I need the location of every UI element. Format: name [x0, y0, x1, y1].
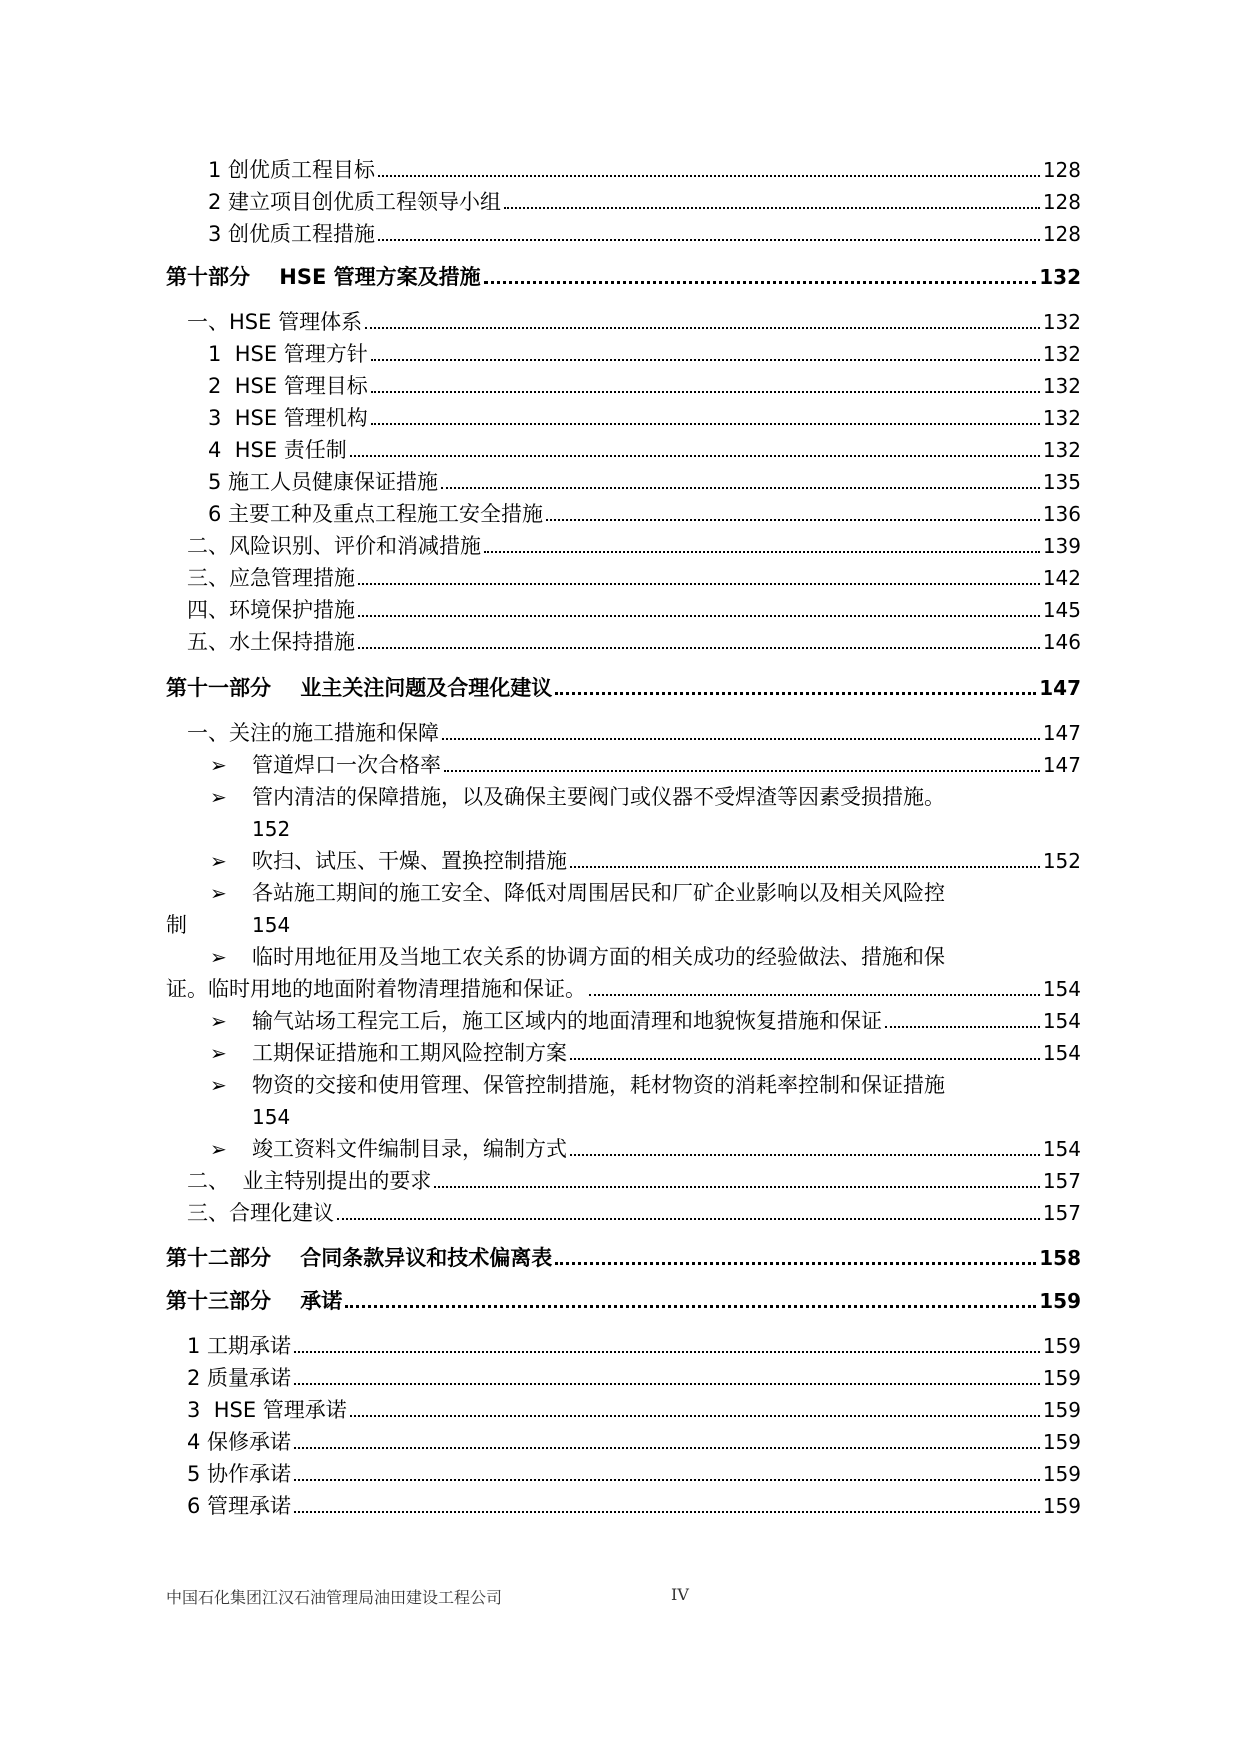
- dot-leader: [378, 239, 1040, 241]
- toc-entry-continued: [166, 974, 1081, 1004]
- toc-entry[interactable]: [187, 1427, 1081, 1457]
- toc-entry-page: 128: [1042, 190, 1081, 214]
- toc-entry[interactable]: [208, 499, 1081, 529]
- toc-entry-label: 6 管理承诺: [187, 1494, 292, 1518]
- toc-entry-page: 159: [1042, 1334, 1081, 1358]
- dot-leader: [434, 1186, 1039, 1188]
- toc-entry-label[interactable]: 物资的交接和使用管理、保管控制措施，耗材物资的消耗率控制和保证措施: [252, 1073, 945, 1097]
- toc-entry-label: 四、环境保护措施: [187, 598, 355, 622]
- toc-entry-label: 2 质量承诺: [187, 1366, 292, 1390]
- toc-entry-label: 竣工资料文件编制目录，编制方式: [252, 1137, 567, 1161]
- dot-leader: [337, 1218, 1040, 1220]
- toc-entry[interactable]: [187, 563, 1081, 593]
- toc-entry-page: 154: [252, 1105, 291, 1129]
- dot-leader: [555, 692, 1036, 695]
- toc-entry[interactable]: [208, 155, 1081, 185]
- dot-leader: [350, 1415, 1040, 1417]
- dot-leader: [444, 770, 1040, 772]
- dot-leader: [358, 583, 1040, 585]
- toc-entry-label: 5 施工人员健康保证措施: [208, 470, 439, 494]
- toc-entry[interactable]: [187, 1331, 1081, 1361]
- arrow-bullet-icon: ➢: [210, 1137, 227, 1161]
- toc-entry-label: 二、 业主特别提出的要求: [187, 1169, 432, 1193]
- arrow-bullet-icon: ➢: [210, 753, 227, 777]
- toc-entry[interactable]: [252, 750, 1081, 780]
- toc-entry-label: 三、应急管理措施: [187, 566, 355, 590]
- toc-entry-label: 2 HSE 管理目标: [208, 374, 368, 398]
- dot-leader: [442, 738, 1040, 740]
- toc-entry-page: 132: [1042, 310, 1081, 334]
- dot-leader: [294, 1383, 1040, 1385]
- toc-entry-label: 1 创优质工程目标: [208, 158, 376, 182]
- dot-leader: [484, 281, 1037, 284]
- toc-section-heading[interactable]: [166, 262, 1081, 292]
- toc-entry-label: 工期保证措施和工期风险控制方案: [252, 1041, 567, 1065]
- toc-entry-label: 6 主要工种及重点工程施工安全措施: [208, 502, 544, 526]
- toc-entry-page: 154: [1042, 1041, 1081, 1065]
- toc-section-heading[interactable]: [166, 673, 1081, 703]
- toc-section-heading[interactable]: [166, 1286, 1081, 1316]
- dot-leader: [589, 994, 1040, 996]
- toc-entry[interactable]: [187, 531, 1081, 561]
- toc-entry-label-continued: 制: [166, 913, 187, 937]
- toc-entry[interactable]: [252, 1006, 1081, 1036]
- toc-entry-page: 159: [1042, 1494, 1081, 1518]
- footer-page-number: IV: [671, 1585, 689, 1604]
- toc-entry[interactable]: [208, 435, 1081, 465]
- dot-leader: [570, 866, 1040, 868]
- toc-entry-page: 157: [1042, 1169, 1081, 1193]
- dot-leader: [345, 1305, 1036, 1308]
- toc-entry[interactable]: [208, 339, 1081, 369]
- dot-leader: [371, 359, 1040, 361]
- toc-entry-page: 159: [1042, 1462, 1081, 1486]
- toc-entry-page: 146: [1042, 630, 1081, 654]
- toc-entry-page: 139: [1042, 534, 1081, 558]
- toc-entry[interactable]: [208, 187, 1081, 217]
- toc-entry-page: 157: [1042, 1201, 1081, 1225]
- toc-entry-label[interactable]: 管内清洁的保障措施，以及确保主要阀门或仪器不受焊渣等因素受损措施。: [252, 785, 945, 809]
- dot-leader: [504, 207, 1040, 209]
- dot-leader: [294, 1479, 1040, 1481]
- footer-company: 中国石化集团江汉石油管理局油田建设工程公司: [166, 1588, 503, 1607]
- toc-entry[interactable]: [208, 467, 1081, 497]
- dot-leader: [358, 647, 1040, 649]
- toc-entry-label[interactable]: 临时用地征用及当地工农关系的协调方面的相关成功的经验做法、措施和保: [252, 945, 945, 969]
- toc-entry-page: 159: [1039, 1289, 1081, 1313]
- toc-section-heading[interactable]: [166, 1243, 1081, 1273]
- toc-entry-page: 159: [1042, 1366, 1081, 1390]
- toc-entry-page: 145: [1042, 598, 1081, 622]
- toc-entry[interactable]: [208, 403, 1081, 433]
- toc-entry[interactable]: [187, 1395, 1081, 1425]
- toc-entry-label: 五、水土保持措施: [187, 630, 355, 654]
- arrow-bullet-icon: ➢: [210, 849, 227, 873]
- dot-leader: [441, 487, 1040, 489]
- toc-entry-page: 132: [1042, 374, 1081, 398]
- toc-entry-page: 128: [1042, 158, 1081, 182]
- arrow-bullet-icon: ➢: [210, 945, 227, 969]
- toc-entry-label: 第十一部分 业主关注问题及合理化建议: [166, 676, 553, 700]
- dot-leader: [350, 455, 1040, 457]
- toc-entry-label: 第十三部分 承诺: [166, 1289, 343, 1313]
- dot-leader: [546, 519, 1040, 521]
- arrow-bullet-icon: ➢: [210, 1073, 227, 1097]
- toc-entry-label: 4 保修承诺: [187, 1430, 292, 1454]
- arrow-bullet-icon: ➢: [210, 1041, 227, 1065]
- dot-leader: [484, 551, 1040, 553]
- toc-entry-page: 159: [1042, 1398, 1081, 1422]
- toc-entry[interactable]: [252, 1134, 1081, 1164]
- dot-leader: [358, 615, 1040, 617]
- toc-entry[interactable]: [208, 371, 1081, 401]
- toc-entry[interactable]: [187, 1166, 1081, 1196]
- toc-entry[interactable]: [187, 718, 1081, 748]
- dot-leader: [294, 1511, 1040, 1513]
- toc-entry-label: 一、HSE 管理体系: [187, 310, 363, 334]
- toc-entry-label: 5 协作承诺: [187, 1462, 292, 1486]
- toc-entry[interactable]: [187, 1363, 1081, 1393]
- toc-entry-page: 159: [1042, 1430, 1081, 1454]
- toc-entry-label: 1 工期承诺: [187, 1334, 292, 1358]
- toc-entry-label: 3 创优质工程措施: [208, 222, 376, 246]
- toc-entry[interactable]: [252, 846, 1081, 876]
- dot-leader: [371, 391, 1040, 393]
- toc-entry[interactable]: [187, 1198, 1081, 1228]
- toc-entry-page: 147: [1042, 721, 1081, 745]
- arrow-bullet-icon: ➢: [210, 881, 227, 905]
- dot-leader: [885, 1026, 1040, 1028]
- toc-entry-label: 第十部分 HSE 管理方案及措施: [166, 265, 481, 289]
- toc-entry-label: 管道焊口一次合格率: [252, 753, 441, 777]
- toc-entry-label-continued: 证。临时用地的地面附着物清理措施和保证。: [166, 977, 586, 1001]
- dot-leader: [294, 1447, 1040, 1449]
- toc-entry-label: 1 HSE 管理方针: [208, 342, 368, 366]
- dot-leader: [371, 423, 1040, 425]
- dot-leader: [294, 1351, 1040, 1353]
- toc-entry-label: 二、风险识别、评价和消减措施: [187, 534, 481, 558]
- toc-entry[interactable]: [187, 307, 1081, 337]
- toc-entry-page: 147: [1039, 676, 1081, 700]
- toc-entry-label: 第十二部分 合同条款异议和技术偏离表: [166, 1246, 553, 1270]
- toc-entry-label: 输气站场工程完工后，施工区域内的地面清理和地貌恢复措施和保证: [252, 1009, 882, 1033]
- toc-entry-page: 132: [1042, 438, 1081, 462]
- toc-entry[interactable]: [187, 627, 1081, 657]
- toc-entry-page: 132: [1042, 406, 1081, 430]
- toc-entry[interactable]: [208, 219, 1081, 249]
- toc-entry-label: 3 HSE 管理承诺: [187, 1398, 347, 1422]
- dot-leader: [378, 175, 1040, 177]
- toc-entry-label: 三、合理化建议: [187, 1201, 334, 1225]
- toc-entry-page: 128: [1042, 222, 1081, 246]
- dot-leader: [570, 1154, 1040, 1156]
- arrow-bullet-icon: ➢: [210, 1009, 227, 1033]
- toc-entry-label: 3 HSE 管理机构: [208, 406, 368, 430]
- toc-entry[interactable]: [187, 1459, 1081, 1489]
- toc-entry-label: 2 建立项目创优质工程领导小组: [208, 190, 502, 214]
- toc-entry-page: 152: [1042, 849, 1081, 873]
- toc-entry-page: 135: [1042, 470, 1081, 494]
- toc-entry-label: 吹扫、试压、干燥、置换控制措施: [252, 849, 567, 873]
- toc-entry-label: 一、关注的施工措施和保障: [187, 721, 439, 745]
- toc-entry-page: 158: [1039, 1246, 1081, 1270]
- toc-entry-page: 147: [1042, 753, 1081, 777]
- toc-entry[interactable]: [187, 1491, 1081, 1521]
- dot-leader: [570, 1058, 1040, 1060]
- dot-leader: [365, 327, 1040, 329]
- toc-entry-page: 154: [1042, 1137, 1081, 1161]
- toc-entry-label: 4 HSE 责任制: [208, 438, 347, 462]
- toc-entry-page: 154: [252, 913, 291, 937]
- toc-entry[interactable]: [252, 1038, 1081, 1068]
- toc-entry[interactable]: [187, 595, 1081, 625]
- toc-entry-page: 142: [1042, 566, 1081, 590]
- toc-entry-page: 154: [1042, 1009, 1081, 1033]
- dot-leader: [555, 1262, 1036, 1265]
- toc-entry-page: 154: [1042, 977, 1081, 1001]
- toc-entry-page: 132: [1039, 265, 1081, 289]
- toc-entry-page: 152: [252, 817, 291, 841]
- toc-entry-page: 132: [1042, 342, 1081, 366]
- toc-entry-label[interactable]: 各站施工期间的施工安全、降低对周围居民和厂矿企业影响以及相关风险控: [252, 881, 945, 905]
- arrow-bullet-icon: ➢: [210, 785, 227, 809]
- toc-entry-page: 136: [1042, 502, 1081, 526]
